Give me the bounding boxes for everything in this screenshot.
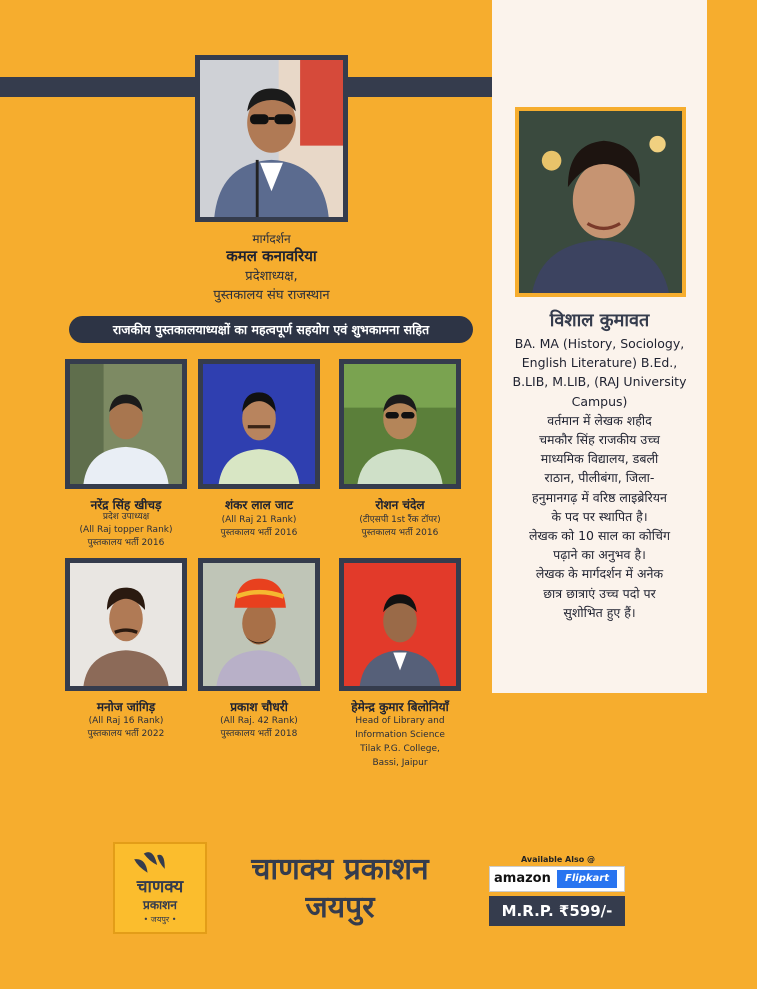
author-bio-line: माध्यमिक विद्यालय, डबली — [540, 451, 659, 467]
member-name-1: नरेंद्र सिंह खीचड़ — [90, 498, 162, 512]
mentor-photo — [195, 55, 348, 222]
member-name-2: शंकर लाल जाट — [224, 498, 294, 512]
publisher-logo — [113, 842, 207, 934]
author-name: विशाल कुमावत — [549, 310, 650, 331]
member-line-4-2: पुस्तकालय भर्ती 2022 — [87, 729, 165, 739]
member-line-6-4: Bassi, Jaipur — [372, 758, 428, 768]
mentor-name: कमल कनावरिया — [226, 247, 317, 265]
member-photo-2 — [198, 359, 320, 489]
author-bio-line: वर्तमान में लेखक शहीद — [547, 412, 652, 428]
member-line-5-2: पुस्तकालय भर्ती 2018 — [220, 729, 298, 739]
member-line-4-1: (All Raj 16 Rank) — [88, 716, 164, 726]
flipkart-logo: Flipkart — [557, 870, 617, 888]
author-bio-line: लेखक के मार्गदर्शन में अनेक — [535, 566, 664, 582]
author-bio-line: चमकौर सिंह राजकीय उच्च — [539, 432, 660, 448]
member-line-3-2: पुस्तकालय भर्ती 2016 — [361, 528, 439, 538]
author-bio-line: English Literature) B.Ed., — [521, 355, 678, 371]
member-line-6-1: Head of Library and — [355, 716, 445, 726]
author-bio-line: राठान, पीलीबंगा, जिला- — [544, 470, 655, 486]
member-line-2-1: (All Raj 21 Rank) — [221, 515, 297, 525]
logo-text-line1: चाणक्य — [136, 877, 184, 897]
available-label: Available Also @ — [520, 855, 596, 864]
member-line-1-3: पुस्तकालय भर्ती 2016 — [87, 538, 165, 548]
member-photo-1 — [65, 359, 187, 489]
mrp-badge: M.R.P. ₹599/- — [489, 896, 625, 926]
member-name-3: रोशन चंदेल — [375, 498, 425, 512]
author-bio-line: के पद पर स्थापित है। — [551, 508, 648, 524]
mentor-role-line1: प्रदेशाध्यक्ष, — [245, 269, 298, 284]
member-photo-5 — [198, 558, 320, 691]
logo-text-line3: • जयपुर • — [143, 915, 177, 924]
member-line-2-2: पुस्तकालय भर्ती 2016 — [220, 528, 298, 538]
author-bio-line: सुशोभित हुए हैं। — [563, 604, 636, 620]
member-line-3-1: (टीएसपी 1st रैंक टॉपर) — [359, 515, 441, 525]
author-bio-line: हनुमानगढ़ में वरिष्ठ लाइब्रेरियन — [532, 489, 667, 505]
member-line-1-2: (All Raj topper Rank) — [79, 525, 173, 535]
member-name-5: प्रकाश चौधरी — [230, 700, 288, 714]
member-line-6-3: Tilak P.G. College, — [360, 744, 440, 754]
author-bio-line: लेखक को 10 साल का कोचिंग — [529, 528, 670, 544]
member-photo-4 — [65, 558, 187, 691]
member-photo-6 — [339, 558, 461, 691]
author-bio-line: BA. MA (History, Sociology, — [514, 336, 685, 351]
amazon-logo: amazon — [494, 871, 551, 886]
member-line-6-2: Information Science — [355, 730, 445, 740]
publisher-name-line1: चाणक्य प्रकाशन — [251, 852, 429, 887]
publisher-name-line2: जयपुर — [305, 890, 375, 925]
mentor-role-line2: पुस्तकालय संघ राजस्थान — [213, 288, 330, 303]
store-logos — [489, 866, 625, 892]
support-banner: राजकीय पुस्तकालयाध्यक्षों का महत्वपूर्ण सहयोग एवं शुभकामना सहित — [69, 316, 473, 343]
author-bio — [492, 334, 707, 622]
author-bio-line: Campus) — [571, 393, 628, 409]
author-bio-line: छात्र छात्राएं उच्च पदो पर — [543, 585, 656, 601]
logo-text-line2: प्रकाशन — [143, 898, 177, 912]
member-name-6: हेमेन्द्र कुमार बिलोनियाँ — [351, 700, 449, 714]
member-photo-3 — [339, 359, 461, 489]
member-name-4: मनोज जांगिड़ — [96, 700, 156, 714]
member-line-5-1: (All Raj. 42 Rank) — [220, 716, 298, 726]
mentor-label: मार्गदर्शन — [252, 232, 291, 246]
author-bio-line: B.LIB, M.LIB, (RAJ University — [512, 374, 687, 390]
publisher-name — [220, 851, 460, 927]
author-photo — [515, 107, 686, 297]
author-bio-line: पढ़ाने का अनुभव है। — [553, 547, 646, 563]
member-line-1-1: प्रदेश उपाध्यक्ष — [102, 512, 150, 522]
